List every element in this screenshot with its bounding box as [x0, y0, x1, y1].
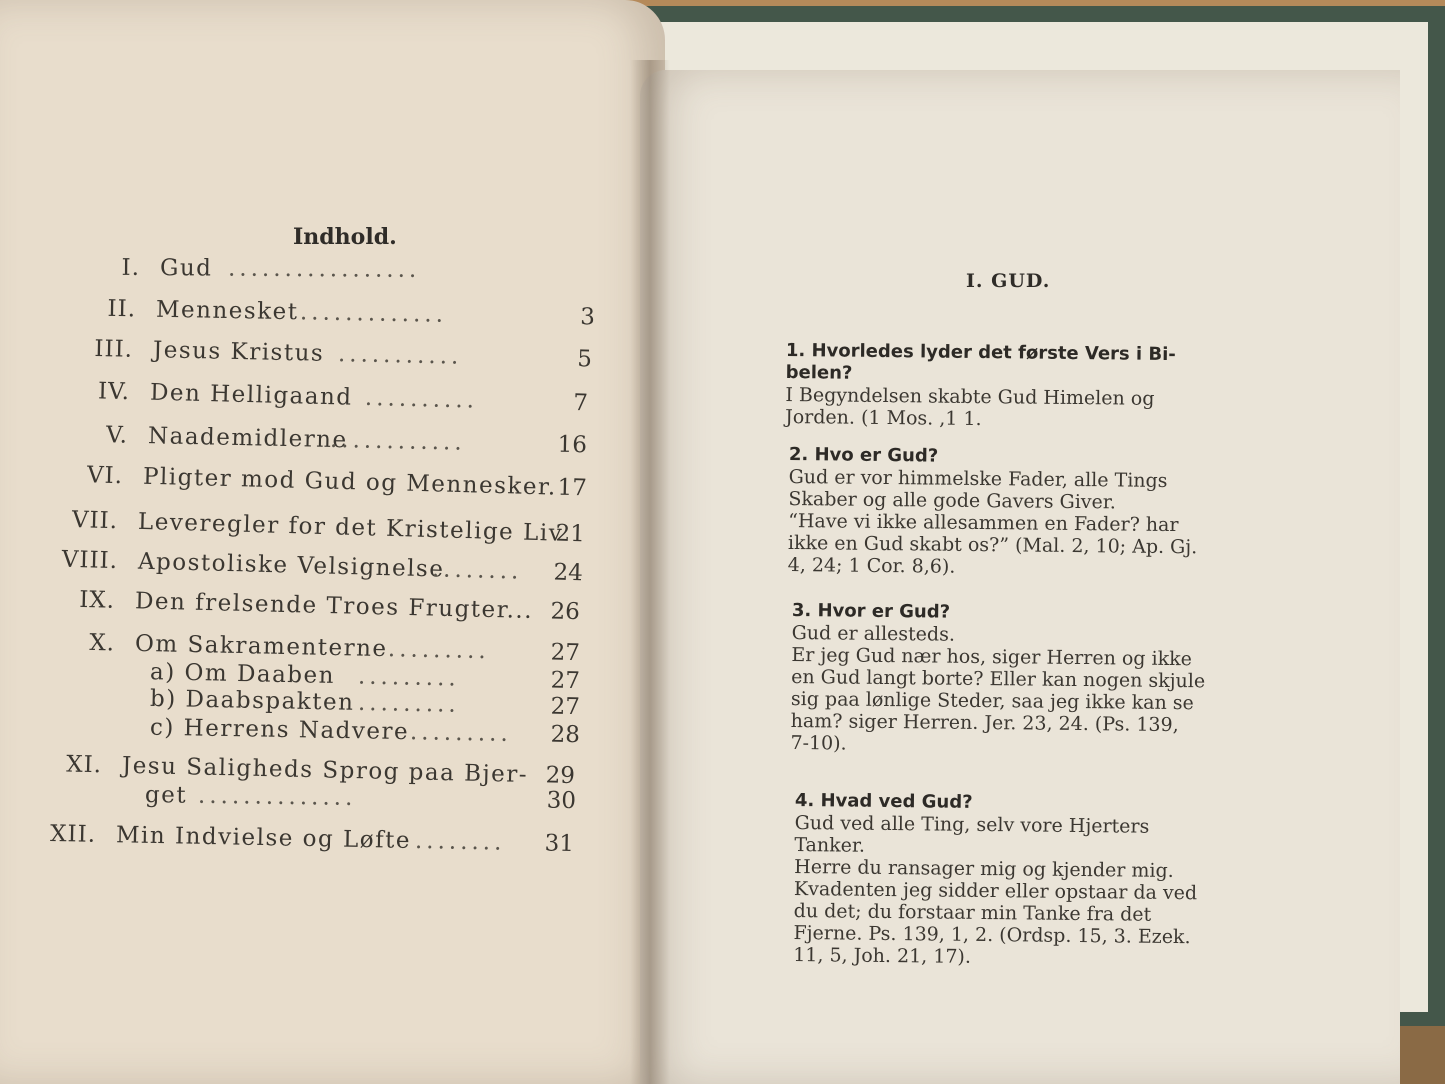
- toc-entry-page: 17: [557, 474, 588, 502]
- toc-entry: [0, 254, 640, 288]
- toc-entry-leader-dots: .........: [357, 663, 461, 692]
- toc-entry: [0, 585, 640, 631]
- toc-entry-label: Gud: [159, 255, 213, 282]
- toc-entry-page: 26: [550, 598, 581, 626]
- answer-line: I Begyndelsen skabte Gud Himelen og: [785, 383, 1155, 410]
- toc-entry-number: X.: [89, 629, 116, 657]
- toc-entry-page: 27: [550, 693, 581, 721]
- toc-entry-number: VIII.: [61, 546, 119, 575]
- toc-entry-page: 3: [580, 304, 596, 331]
- toc-entry: [0, 334, 640, 377]
- toc-entry: [0, 460, 640, 507]
- toc-entry-number: XII.: [49, 820, 97, 848]
- answer-line: 11, 5, Joh. 21, 17).: [793, 943, 972, 968]
- toc-entry-label: Pligter mod Gud og Mennesker.: [142, 463, 558, 501]
- toc-entry-number: I.: [121, 254, 141, 281]
- answer-line: 4, 24; 1 Cor. 8,6).: [787, 553, 956, 578]
- toc-entry-page: 16: [557, 431, 588, 459]
- toc-entry-page: 28: [550, 721, 581, 749]
- toc-entry-page: 7: [572, 390, 589, 417]
- question-heading: 3. Hvor er Gud?: [791, 600, 951, 623]
- toc-entry-label: Mennesket: [155, 296, 299, 326]
- answer-line: ikke en Gud skabt os?” (Mal. 2, 10; Ap. Gj.: [787, 531, 1198, 559]
- toc-entry-label: Naademidlerne: [147, 423, 348, 454]
- answer-line: Tanker.: [794, 833, 866, 857]
- question-block: [785, 340, 1256, 433]
- toc-entry-label: Leveregler for det Kristelige Liv: [137, 508, 564, 547]
- toc-entry-leader-dots: .........: [357, 689, 461, 718]
- book-gutter: [630, 60, 670, 1084]
- question-block: [790, 600, 1262, 759]
- toc-entry: [0, 294, 640, 335]
- answer-line: Herre du ransager mig og kjender mig.: [794, 855, 1174, 882]
- question-heading-continued: belen?: [785, 361, 853, 384]
- answer-line: Fjerne. Ps. 139, 1, 2. (Ordsp. 15, 3. Ezek.: [793, 921, 1191, 949]
- table-of-contents: [0, 0, 660, 1084]
- toc-entry: [0, 420, 640, 463]
- toc-entry-leader-dots: .........: [387, 636, 491, 665]
- left-page: [0, 0, 665, 1084]
- question-block: [788, 444, 1259, 581]
- toc-entry-leader-dots: ........: [431, 556, 523, 585]
- toc-entry-page: 30: [546, 787, 577, 815]
- toc-entry-leader-dots: .........: [409, 719, 512, 747]
- answer-line: du det; du forstaar min Tanke fra det: [793, 899, 1152, 926]
- toc-entry-page: 5: [577, 346, 593, 373]
- toc-title: Indhold.: [293, 224, 397, 250]
- toc-entry-leader-dots: ............: [329, 426, 466, 456]
- toc-entry-leader-dots: .............: [299, 299, 448, 328]
- answer-line: sig paa lønlige Steder, saa jeg ikke kan se: [790, 687, 1194, 715]
- answer-line: Gud er allesteds.: [791, 621, 956, 646]
- toc-entry-leader-dots: ..........: [364, 384, 479, 414]
- question-heading: 4. Hvad ved Gud?: [794, 790, 973, 813]
- toc-entry-leader-dots: ..............: [197, 782, 357, 811]
- question-heading: 2. Hvo er Gud?: [788, 444, 939, 467]
- answer-line: ham? siger Herren. Jer. 23, 24. (Ps. 139,: [790, 709, 1179, 737]
- toc-entry-number: VI.: [86, 462, 124, 490]
- toc-entry-page: 21: [555, 520, 586, 548]
- toc-entry-label: get: [144, 782, 188, 809]
- toc-entry-leader-dots: ........: [414, 827, 506, 856]
- answer-line: 7-10).: [790, 731, 847, 755]
- toc-entry-leader-dots: .................: [227, 255, 421, 283]
- toc-entry-leader-dots: ...........: [337, 341, 463, 370]
- answer-line: Gud ved alle Ting, selv vore Hjerters: [794, 811, 1150, 838]
- answer-line: “Have vi ikke allesammen en Fader? har: [788, 509, 1179, 537]
- toc-entry-label: Apostoliske Velsignelse: [137, 548, 445, 583]
- toc-entry-label: Den Helligaand: [149, 379, 353, 411]
- toc-entry-label: a) Om Daaben: [149, 659, 336, 690]
- toc-entry-page: 31: [544, 830, 575, 858]
- toc-entry-number: IV.: [97, 378, 131, 406]
- answer-line: Kvadenten jeg sidder eller opstaar da ved: [793, 877, 1198, 905]
- toc-entry-number: V.: [105, 422, 129, 449]
- toc-entry-label: Jesus Kristus: [152, 337, 325, 367]
- answer-line: en Gud langt borte? Eller kan nogen skjule: [791, 665, 1206, 693]
- answer-line: Gud er vor himmelske Fader, alle Tings: [788, 465, 1168, 492]
- toc-entry-number: VII.: [71, 507, 119, 535]
- toc-entry-number: XI.: [65, 751, 103, 779]
- question-heading: 1. Hvorledes lyder det første Vers i Bi-: [785, 340, 1176, 366]
- toc-entry-label: Min Indvielse og Løfte: [115, 822, 412, 854]
- question-block: [793, 790, 1265, 971]
- toc-entry: [0, 545, 640, 592]
- toc-entry-label: Jesu Saligheds Sprog paa Bjer-: [121, 752, 529, 788]
- toc-entry-label: Om Sakramenterne: [134, 630, 388, 663]
- chapter-title: I. GUD.: [966, 270, 1051, 292]
- toc-entry-page: 24: [553, 559, 584, 587]
- answer-line: Skaber og alle gode Gavers Giver.: [788, 487, 1116, 514]
- toc-entry-label: c) Herrens Nadvere: [149, 714, 410, 746]
- toc-entry: [0, 505, 640, 553]
- toc-entry-page: 29: [545, 762, 576, 790]
- toc-entry-page: 27: [550, 667, 581, 695]
- toc-entry-label: Den frelsende Troes Frugter...: [134, 588, 534, 625]
- toc-entry-label: b) Daabspakten: [149, 685, 355, 716]
- toc-entry-page: 27: [550, 639, 581, 667]
- toc-entry-number: II.: [107, 295, 137, 323]
- toc-entry-number: IX.: [78, 586, 116, 614]
- toc-entry: [0, 376, 640, 422]
- toc-entry-number: III.: [94, 335, 134, 363]
- toc-entry: [0, 820, 640, 862]
- answer-line: Er jeg Gud nær hos, siger Herren og ikke: [791, 643, 1193, 671]
- answer-line: Jorden. (1 Mos. ,1 1.: [785, 405, 982, 431]
